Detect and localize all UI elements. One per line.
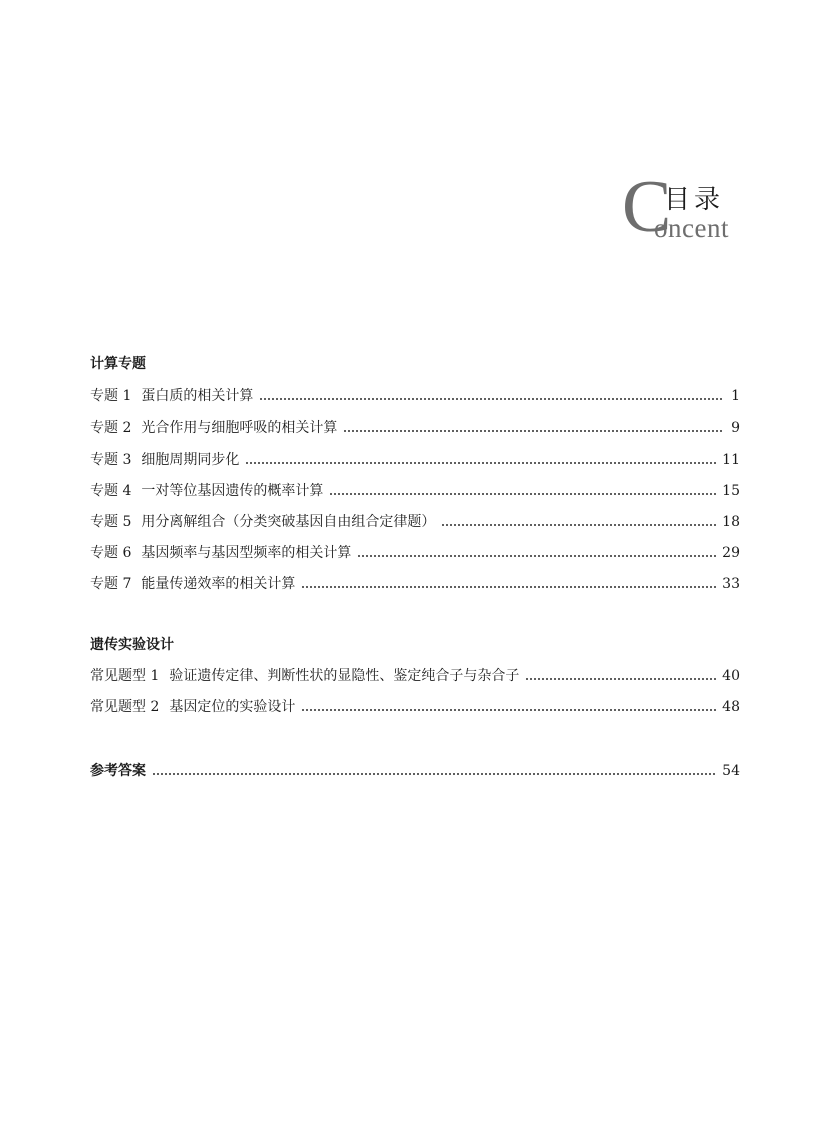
- toc-entry-label: 专题 5: [90, 514, 132, 530]
- toc-entry-label: 常见题型 2: [90, 699, 160, 715]
- dot-leader: [329, 493, 716, 495]
- toc-entry-title: 基因频率与基因型频率的相关计算: [141, 545, 352, 561]
- dot-leader: [301, 586, 716, 588]
- toc-entry-title: 用分离解组合（分类突破基因自由组合定律题）: [141, 514, 436, 530]
- toc-entry-page: 29: [722, 545, 740, 561]
- toc-entry[interactable]: [90, 386, 740, 406]
- dot-leader: [259, 398, 722, 400]
- dot-leader: [441, 524, 716, 526]
- dot-leader: [245, 462, 716, 464]
- toc-entry-page: 33: [722, 576, 740, 592]
- dot-leader: [152, 773, 716, 775]
- toc-entry-title: 基因定位的实验设计: [169, 699, 296, 715]
- toc-entry[interactable]: [90, 697, 740, 717]
- toc-entry-title: 蛋白质的相关计算: [141, 388, 254, 404]
- toc-entry-label: 常见题型 1: [90, 668, 160, 684]
- toc-entry[interactable]: [90, 666, 740, 686]
- toc-entry[interactable]: [90, 543, 740, 563]
- section-heading-genetics-experiment: 遗传实验设计: [90, 637, 174, 653]
- dot-leader: [301, 709, 716, 711]
- toc-entry-page: 11: [722, 452, 740, 468]
- contents-logo: [622, 166, 746, 248]
- toc-entry-title: 能量传递效率的相关计算: [141, 576, 296, 592]
- toc-entry[interactable]: [90, 574, 740, 594]
- toc-entry-label: 专题 4: [90, 483, 132, 499]
- toc-entry-page: 40: [722, 668, 740, 684]
- answers-title: 参考答案: [90, 763, 146, 779]
- dot-leader: [525, 678, 716, 680]
- toc-entry[interactable]: [90, 418, 740, 438]
- toc-entry-title: 光合作用与细胞呼吸的相关计算: [141, 420, 338, 436]
- toc-entry-page: 48: [722, 699, 740, 715]
- dot-leader: [357, 555, 716, 557]
- toc-entry-title: 细胞周期同步化: [141, 452, 240, 468]
- toc-entry-label: 专题 2: [90, 420, 132, 436]
- toc-entry-page: 18: [722, 514, 740, 530]
- toc-entry[interactable]: [90, 512, 740, 532]
- toc-entry-title: 一对等位基因遗传的概率计算: [141, 483, 324, 499]
- toc-entry-title: 验证遗传定律、判断性状的显隐性、鉴定纯合子与杂合子: [169, 668, 520, 684]
- toc-entry[interactable]: [90, 481, 740, 501]
- page-title-english: oncent: [654, 213, 729, 243]
- toc-entry-page: 1: [731, 388, 740, 404]
- toc-entry[interactable]: [90, 450, 740, 470]
- toc-entry-answers[interactable]: [90, 761, 740, 781]
- toc-entry-page: 9: [731, 420, 740, 436]
- toc-entry-label: 专题 6: [90, 545, 132, 561]
- toc-entry-label: 专题 7: [90, 576, 132, 592]
- page-title: 目录: [664, 185, 725, 215]
- toc-entry-label: 专题 1: [90, 388, 132, 404]
- toc-entry-page: 15: [722, 483, 740, 499]
- logo-letter-c: C: [622, 166, 672, 248]
- toc-entry-label: 专题 3: [90, 452, 132, 468]
- section-heading-calculation: 计算专题: [90, 356, 146, 372]
- dot-leader: [343, 430, 722, 432]
- answers-page: 54: [722, 763, 740, 779]
